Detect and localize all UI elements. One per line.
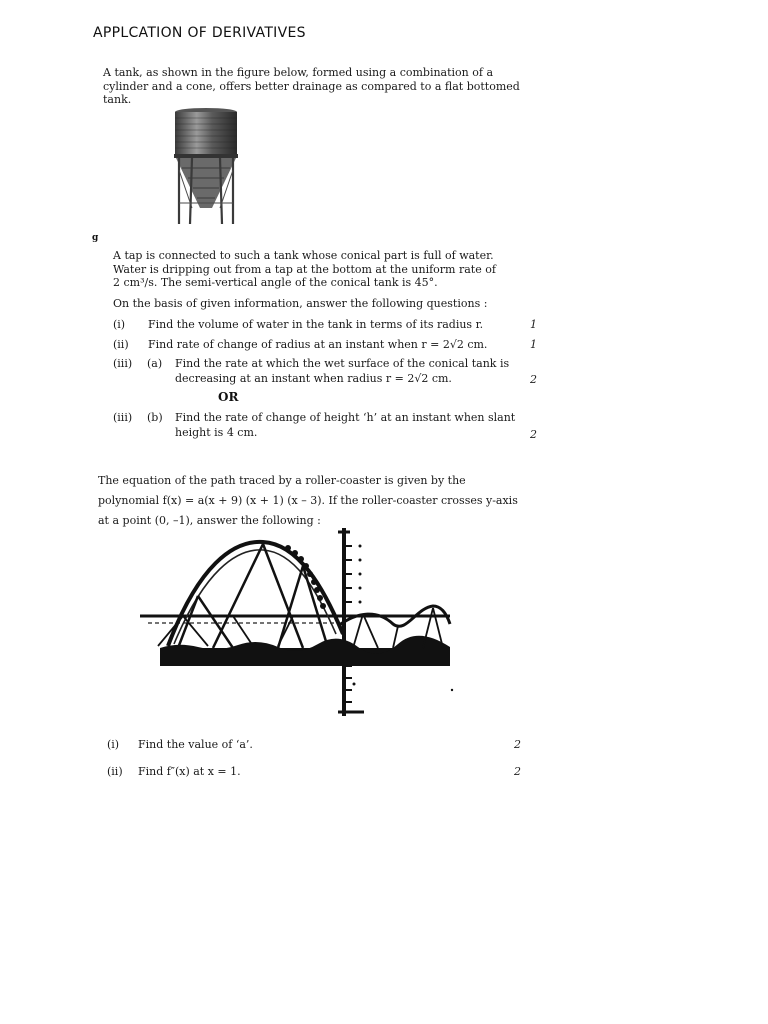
stray-mark: g: [92, 233, 99, 243]
q3b-sub: (b): [147, 411, 163, 424]
roller-coaster-figure: [138, 526, 458, 720]
q2-marks: 1: [530, 338, 537, 351]
case2-intro-line: polynomial f(x) = a(x + 9) (x + 1) (x – 3). If the roller-coaster crosses y-axis: [98, 494, 518, 507]
case1-info-line: A tap is connected to such a tank whose conical part is full of water.: [113, 249, 494, 262]
q1-number: (i): [113, 318, 126, 331]
page-title: APPLCATION OF DERIVATIVES: [93, 25, 306, 41]
case2-q2-text: Find f″(x) at x = 1.: [138, 765, 241, 778]
tank-figure: [170, 108, 242, 226]
q3a-line: Find the rate at which the wet surface of the conical tank is: [175, 357, 510, 370]
case1-instruction: On the basis of given information, answer the following questions :: [113, 297, 488, 310]
case1-info-line: 2 cm³/s. The semi-vertical angle of the conical tank is 45°.: [113, 276, 438, 289]
q1-text: Find the volume of water in the tank in terms of its radius r.: [148, 318, 484, 331]
case2-q2-marks: 2: [514, 765, 521, 778]
q2-number: (ii): [113, 338, 129, 351]
case1-intro-line: tank.: [103, 93, 132, 106]
case2-q2-number: (ii): [107, 765, 123, 778]
q3b-line: height is 4 cm.: [175, 426, 258, 439]
case2-q1-number: (i): [107, 738, 120, 751]
case1-intro-line: cylinder and a cone, offers better drainage as compared to a flat bottomed: [103, 79, 520, 93]
case2-intro-line: at a point (0, –1), answer the following :: [98, 514, 321, 527]
q3a-number: (iii): [113, 357, 133, 370]
q3b-text: [175, 410, 515, 440]
case1-info-line: Water is dripping out from a tap at the bottom at the uniform rate of: [113, 262, 496, 276]
q3b-marks: 2: [530, 428, 537, 441]
q3a-sub: (a): [147, 357, 163, 370]
case2-intro: [98, 471, 518, 531]
case2-q1-marks: 2: [514, 738, 521, 751]
q3a-text: [175, 356, 509, 386]
q1-marks: 1: [530, 318, 537, 331]
q3a-marks: 2: [530, 373, 537, 386]
case1-info: [113, 249, 496, 290]
case2-intro-line: The equation of the path traced by a roller-coaster is given by the: [98, 474, 466, 487]
case2-q1-text: Find the value of ‘a’.: [138, 738, 253, 751]
q3b-number: (iii): [113, 411, 133, 424]
q3a-line: decreasing at an instant when radius r = 2√2 cm.: [175, 372, 452, 385]
case1-intro: [103, 66, 520, 107]
case1-intro-line: A tank, as shown in the figure below, formed using a combination of a: [103, 66, 494, 79]
or-separator: OR: [218, 390, 239, 404]
q2-text: Find rate of change of radius at an instant when r = 2√2 cm.: [148, 338, 488, 351]
q3b-line: Find the rate of change of height ‘h’ at an instant when slant: [175, 411, 516, 424]
